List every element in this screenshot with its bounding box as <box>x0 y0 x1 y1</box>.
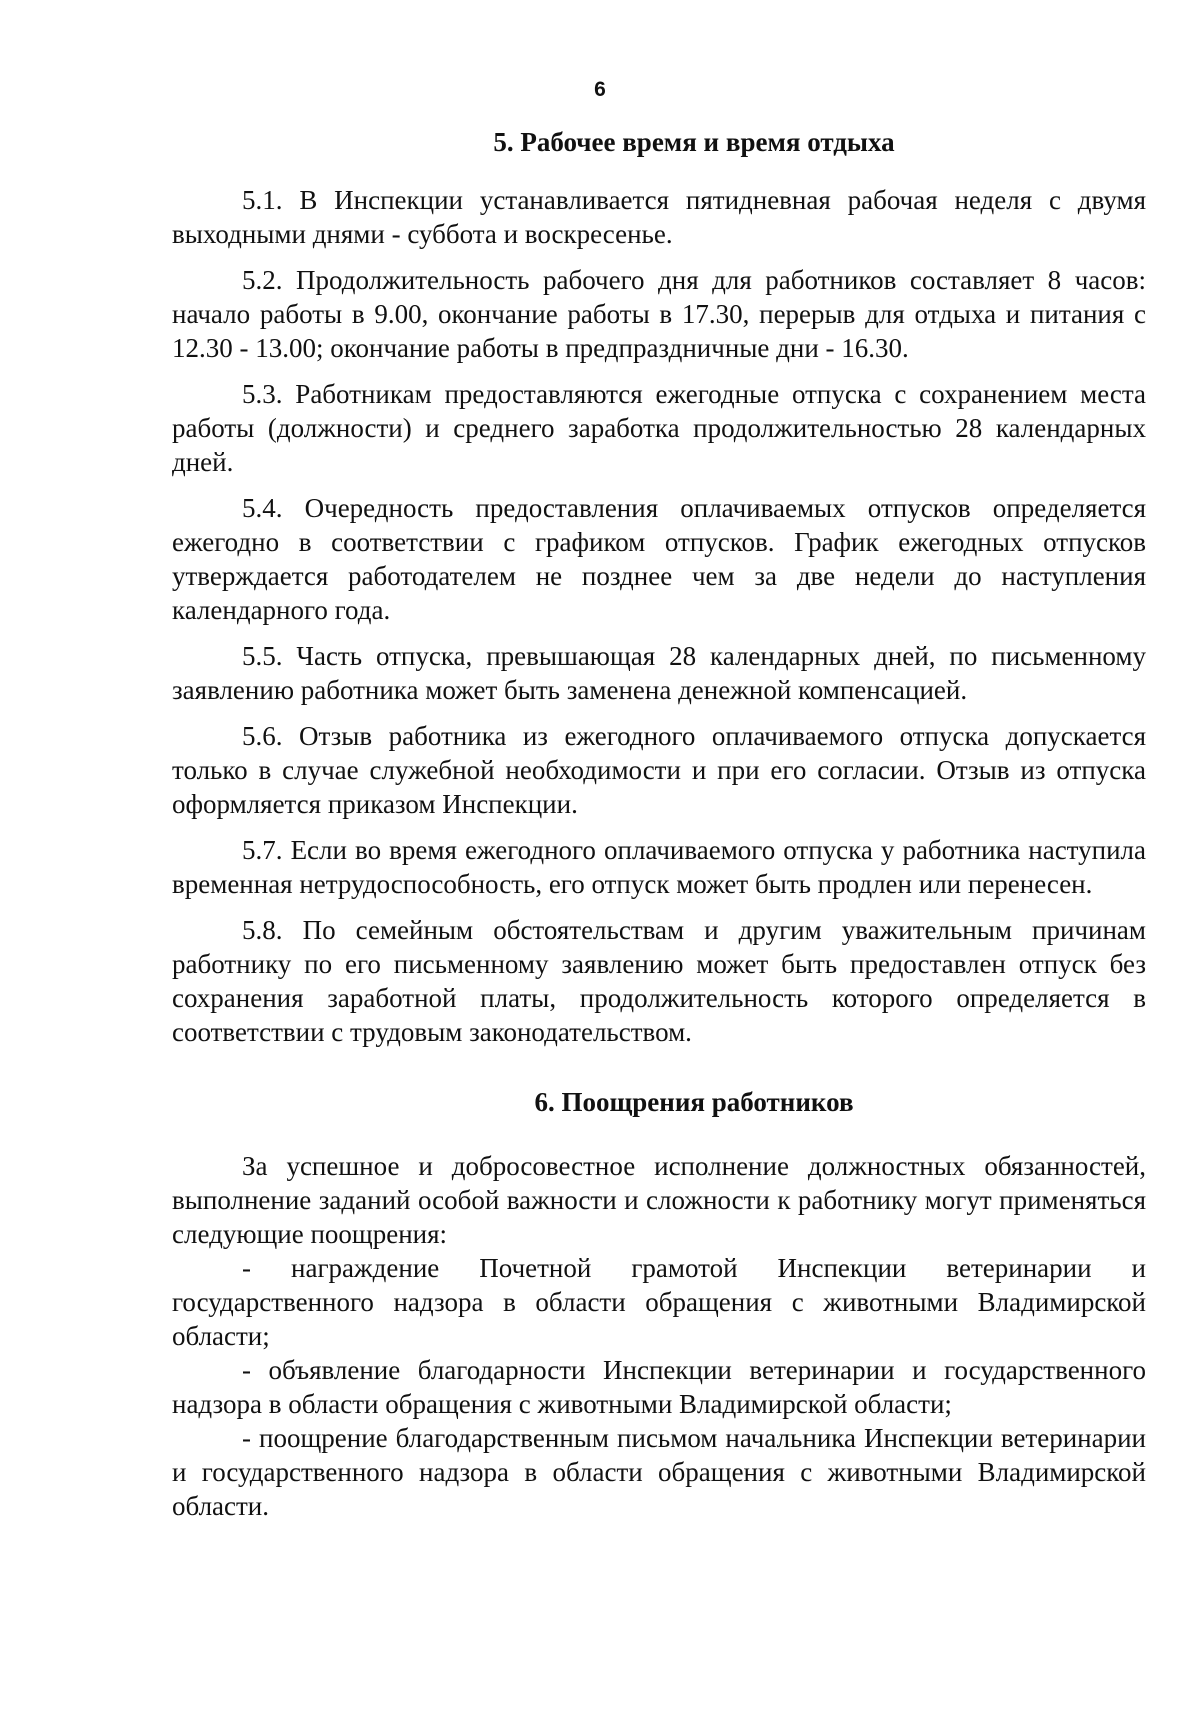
reward-item: - награждение Почетной грамотой Инспекции ветеринарии и государственного надзора в области обращения с животными Владимирской области; <box>172 1253 1146 1351</box>
page-number: 6 <box>594 78 606 101</box>
document-body <box>172 125 1146 1523</box>
paragraph-5-4: 5.4. Очередность предоставления оплачиваемых отпусков определяется ежегодно в соответствии с графиком отпусков. График ежегодных отпусков утверждается работодателем не позднее чем за две недели до наступления календарного года. <box>172 493 1146 625</box>
paragraph-5-8: 5.8. По семейным обстоятельствам и другим уважительным причинам работнику по его письменному заявлению может быть предоставлен отпуск без сохранения заработной платы, продолжительность которого определяется в соответствии с трудовым законодательством. <box>172 915 1146 1047</box>
section-5-heading: 5. Рабочее время и время отдыха <box>493 127 895 157</box>
paragraph-5-7: 5.7. Если во время ежегодного оплачиваемого отпуска у работника наступила временная нетрудоспособность, его отпуск может быть продлен или перенесен. <box>172 835 1146 899</box>
reward-item: - поощрение благодарственным письмом начальника Инспекции ветеринарии и государственного надзора в области обращения с животными Владимирской области. <box>172 1423 1146 1521</box>
paragraph-5-1: 5.1. В Инспекции устанавливается пятидневная рабочая неделя с двумя выходными днями - суббота и воскресенье. <box>172 185 1146 249</box>
section-6-intro: За успешное и добросовестное исполнение должностных обязанностей, выполнение заданий особой важности и сложности к работнику могут применяться следующие поощрения: <box>172 1151 1146 1249</box>
reward-item: - объявление благодарности Инспекции ветеринарии и государственного надзора в области обращения с животными Владимирской области; <box>172 1355 1146 1419</box>
section-6-heading: 6. Поощрения работников <box>534 1087 854 1117</box>
paragraph-5-5: 5.5. Часть отпуска, превышающая 28 календарных дней, по письменному заявлению работника может быть заменена денежной компенсацией. <box>172 641 1146 705</box>
paragraph-5-2: 5.2. Продолжительность рабочего дня для работников составляет 8 часов: начало работы в 9.00, окончание работы в 17.30, перерыв для отдыха и питания с 12.30 - 13.00; окончание работы в предпраздничные дни - 16.30. <box>172 265 1146 363</box>
paragraph-5-6: 5.6. Отзыв работника из ежегодного оплачиваемого отпуска допускается только в случае служебной необходимости и при его согласии. Отзыв из отпуска оформляется приказом Инспекции. <box>172 721 1146 819</box>
paragraph-5-3: 5.3. Работникам предоставляются ежегодные отпуска с сохранением места работы (должности) и среднего заработка продолжительностью 28 календарных дней. <box>172 379 1146 477</box>
